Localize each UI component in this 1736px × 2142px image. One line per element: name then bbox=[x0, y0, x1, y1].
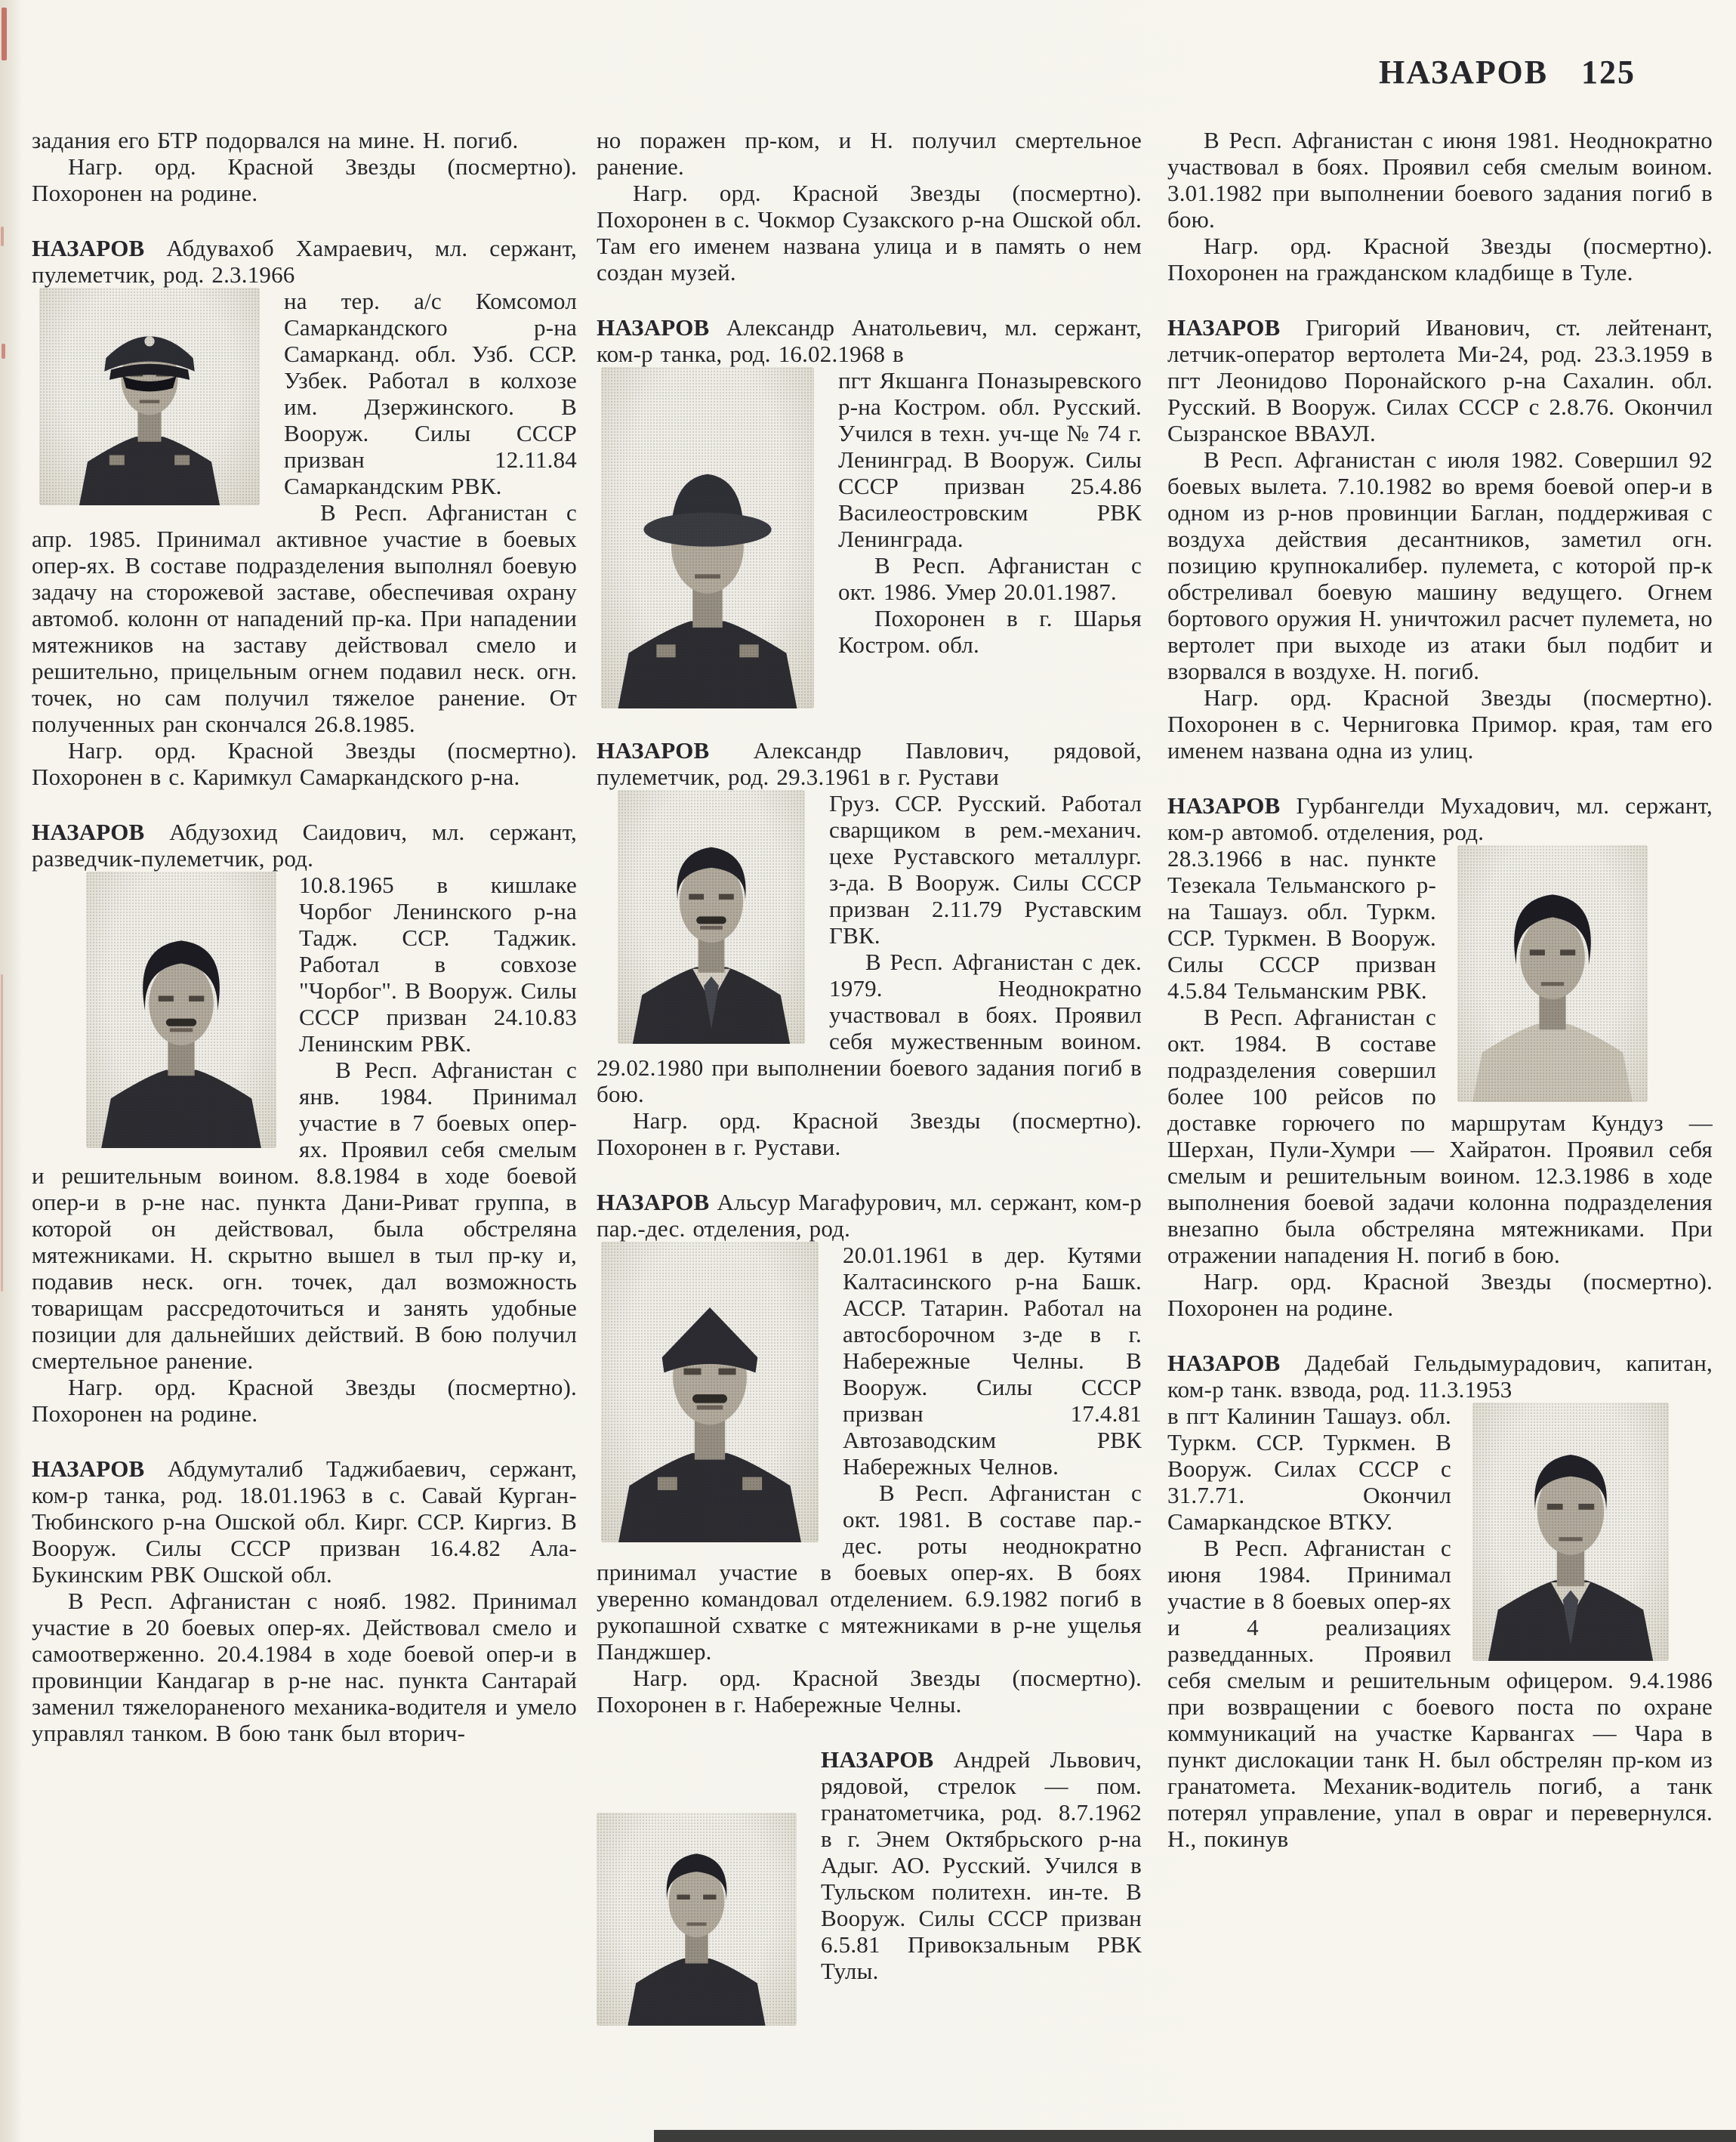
entry-text: пгт Якшанга Поназыревского р-на Костром. обл. Русский. Учился в техн. уч-ще № 74 г. Ленинград. В Вооруж. Силы СССР призван 25.4.86 Василеостровским РВК Ленинграда. bbox=[838, 367, 1142, 552]
paragraph-continuation: задания его БТР подорвался на мине. Н. погиб. bbox=[32, 127, 519, 153]
entry-nazarov-abduvakhob bbox=[32, 235, 577, 790]
entry-text: В Респ. Афганистан с окт. 1986. Умер 20.01.1987. bbox=[838, 552, 1142, 605]
entry-nazarov-aleksandr-anatolevich bbox=[597, 314, 1142, 708]
surname: НАЗАРОВ bbox=[597, 1189, 710, 1215]
entry-text: В Респ. Афганистан с окт. 1984. В составе подразделения совершил более 100 рейсов по доставке горючего по маршрутам Кундуз — Шерхан, Пули-Хумри — Хайратон. Проявил себя смелым и решительным воином. 12.3.1986 в ходе выполнения боевой задачи колонна подразделения внезапно была обстреляна мятежниками. При отражении нападения Н. погиб в бою. bbox=[1167, 1004, 1713, 1268]
scan-bottom-shadow bbox=[654, 2130, 1736, 2142]
entry-heading: НАЗАРОВ Александр Павлович, рядовой, пулеметчик, род. 29.3.1961 в г. Рустави bbox=[597, 737, 1142, 790]
entry-heading: НАЗАРОВ Гурбангелди Мухадович, мл. сержант, ком-р автомоб. отделения, род. bbox=[1167, 792, 1713, 845]
entry-nazarov-abdumutalib bbox=[32, 1455, 577, 1746]
entry-text: Груз. ССР. Русский. Работал сварщиком в рем.-механич. цехе Руставского металлург. з-да. В Вооруж. Силы СССР призван 2.11.79 Руставским ГВК. bbox=[829, 790, 1142, 949]
entry-nazarov-aleksandr-pavlovich bbox=[597, 737, 1142, 1160]
red-edge-mark bbox=[1, 974, 3, 1292]
paragraph-award: Нагр. орд. Красной Звезды (посмертно). Похоронен на родине. bbox=[32, 153, 577, 206]
red-edge-mark bbox=[2, 344, 5, 359]
portrait-photo-dadebay bbox=[1472, 1403, 1669, 1661]
entry-text: 20.01.1961 в дер. Кутями Калтасинского р-на Башк. АССР. Татарин. Работал на автосборочном з-де в г. Набережные Челны. В Вооруж. Силы СССР призван 17.4.81 Автозаводским РВК Набережных Челнов. bbox=[843, 1242, 1142, 1480]
paragraph-award: Нагр. орд. Красной Звезды (посмертно). Похоронен на гражданском кладбище в Туле. bbox=[1167, 233, 1713, 285]
page-number: 125 bbox=[1581, 54, 1636, 91]
entry-heading: НАЗАРОВ Александр Анатольевич, мл. сержант, ком-р танка, род. 16.02.1968 в bbox=[597, 314, 1142, 367]
surname: НАЗАРОВ bbox=[1167, 1350, 1281, 1376]
entry-text: Похоронен в г. Шарья Костром. обл. bbox=[838, 605, 1142, 658]
entry-text: Нагр. орд. Красной Звезды (посмертно). Похоронен в г. Набережные Челны. bbox=[597, 1665, 1142, 1718]
entry-text: 28.3.1966 в нас. пункте Тезекала Тельманского р-на Ташауз. обл. Туркм. ССР. Туркмен. В Вооруж. Силы СССР призван 4.5.84 Тельманским РВК. bbox=[1167, 845, 1436, 1004]
running-head: НАЗАРОВ bbox=[1379, 54, 1549, 91]
column-1 bbox=[32, 127, 577, 1746]
surname: НАЗАРОВ bbox=[32, 1455, 145, 1482]
portrait-photo-aleksandr-anatolevich bbox=[601, 367, 814, 708]
entry-text: Нагр. орд. Красной Звезды (посмертно). Похоронен на родине. bbox=[1167, 1268, 1713, 1321]
entry-text: В Респ. Афганистан с янв. 1984. Принимал участие в 7 боевых опер-ях. Проявил себя смелым и решительным воином. 8.8.1984 в ходе боевой опер-и в р-не нас. пункта Дани-Риват группа, в которой он действовал, была обстреляна мятежниками. Н. скрытно вышел в тыл пр-ку и, подавив неск. огн. точек, дал возможность товарищам рассредоточиться и занять удобные позиции для дальнейших действий. В бою получил смертельное ранение. bbox=[32, 1057, 577, 1374]
entry-heading: НАЗАРОВ Григорий Иванович, ст. лейтенант, летчик-оператор вертолета Ми-24, род. 23.3.1959 в пгт Леонидово Поронайского р-на Сахалин. обл. Русский. В Вооруж. Силах СССР с 2.8.76. Окончил Сызранское ВВАУЛ. bbox=[1167, 314, 1713, 446]
entry-text: В Респ. Афганистан с апр. 1985. Принимал активное участие в боевых опер-ях. В составе подразделения выполнял боевую задачу на сторожевой заставе, обеспечивая охрану автомоб. колонн от нападений пр-ка. При нападении мятежников на заставу действовал смело и решительно, прицельным огнем подавил неск. огн. точек, но сам получил тяжелое ранение. От полученных ран скончался 26.8.1985. bbox=[32, 499, 577, 737]
entry-nazarov-abduzokhid bbox=[32, 819, 577, 1427]
entry-heading: НАЗАРОВ Абдузохид Саидович, мл. сержант, разведчик-пулеметчик, род. bbox=[32, 819, 577, 872]
column-2 bbox=[597, 127, 1142, 2026]
entry-text: В Респ. Афганистан с июля 1982. Совершил 92 боевых вылета. 7.10.1982 во время боевой опер-и в одном из р-нов провинции Баглан, поддерживая с воздуха действия десантников, заметил огн. позицию крупнокалибер. пулемета, с которой пр-к обстреливал боевую машину ведущего. Огнем бортового оружия Н. уничтожил расчет пулемета, но вертолет при выходе из атаки был подбит и взорвался в воздухе. Н. погиб. bbox=[1167, 446, 1713, 684]
portrait-photo-gurbangeldy bbox=[1457, 845, 1648, 1102]
entry-text: на тер. а/с Комсомол Самаркандского р-на Самарканд. обл. Узб. ССР. Узбек. Работал в колхозе им. Дзержинского. В Вооруж. Силы СССР призван 12.11.84 Самаркандским РВК. bbox=[284, 288, 577, 499]
entry-heading: НАЗАРОВ Андрей Львович, рядовой, стрелок — пом. гранатометчика, род. 8.7.1962 в г. Энем Октябрьского р-на Адыг. АО. Русский. Учился в Тульском политехн. ин-те. В Вооруж. Силы СССР призван 6.5.81 Привокзальным РВК Тулы. bbox=[821, 1746, 1142, 1984]
surname: НАЗАРОВ bbox=[32, 819, 145, 845]
portrait-photo-alsur bbox=[601, 1242, 819, 1542]
entry-text: В Респ. Афганистан с окт. 1981. В составе пар.-дес. роты неоднократно принимал участие в боевых опер-ях. В боях уверенно командовал отделением. 6.9.1982 погиб в рукопашной схватке с мятежниками в р-не ущелья Панджшер. bbox=[597, 1480, 1142, 1665]
paragraph-award: Нагр. орд. Красной Звезды (посмертно). Похоронен в с. Чокмор Сузакского р-на Ошской обл. Там его именем названа улица и в память о нем создан музей. bbox=[597, 180, 1142, 285]
page-left-edge bbox=[0, 0, 23, 2142]
red-edge-mark bbox=[2, 8, 7, 60]
entry-text: В Респ. Афганистан с нояб. 1982. Принимал участие в 20 боевых опер-ях. Действовал смело и самоотверженно. 20.4.1984 в ходе боевой опер-и в провинции Кандагар в р-не нас. пункта Сантарай заменил тяжелораненого механика-водителя и умело управлял танком. В бою танк был вторич- bbox=[32, 1588, 577, 1746]
entry-text: Нагр. орд. Красной Звезды (посмертно). Похоронен в с. Черниговка Примор. края, там его именем названа одна из улиц. bbox=[1167, 684, 1713, 764]
surname: НАЗАРОВ bbox=[1167, 792, 1281, 819]
entry-text: В Респ. Афганистан с дек. 1979. Неоднократно участвовал в боях. Проявил себя мужественным воином. 29.02.1980 при выполнении боевого задания погиб в бою. bbox=[597, 949, 1142, 1107]
surname: НАЗАРОВ bbox=[1167, 314, 1281, 341]
entry-nazarov-gurbangeldy bbox=[1167, 792, 1713, 1321]
portrait-photo-abduvakhob bbox=[39, 288, 260, 505]
column-3 bbox=[1167, 127, 1713, 1852]
surname: НАЗАРОВ bbox=[597, 314, 710, 341]
entry-heading: НАЗАРОВ Абдумуталиб Таджибаевич, сержант, ком-р танка, род. 18.01.1963 в с. Савай Курган-Тюбинского р-на Ошской обл. Кирг. ССР. Киргиз. В Вооруж. Силы СССР призван 16.4.82 Ала-Букинским РВК Ошской обл. bbox=[32, 1455, 577, 1588]
portrait-photo-aleksandr-pavlovich bbox=[618, 790, 805, 1044]
page-header bbox=[1167, 53, 1713, 98]
paragraph-continuation: но поражен пр-ком, и Н. получил смертельное ранение. bbox=[597, 127, 1142, 180]
entry-text: В Респ. Афганистан с июня 1984. Принимал участие в 8 боевых опер-ях и 4 реализациях разведданных. Проявил себя смелым и решительным офицером. 9.4.1986 при возвращении с боевого поста по охране коммуникаций на участке Карвангах — Чара в пункт дислокации танк Н. был обстрелян пр-ком из гранатомета. Механик-водитель погиб, а танк потерял управление, упал в овраг и перевернулся. Н., покинув bbox=[1167, 1535, 1713, 1852]
entry-nazarov-andrey bbox=[597, 1746, 1142, 2026]
entry-heading: НАЗАРОВ Абдувахоб Хамраевич, мл. сержант, пулеметчик, род. 2.3.1966 bbox=[32, 235, 577, 288]
surname: НАЗАРОВ bbox=[597, 737, 710, 764]
entry-heading: НАЗАРОВ Дадебай Гельдымурадович, капитан, ком-р танк. взвода, род. 11.3.1953 bbox=[1167, 1350, 1713, 1403]
entry-nazarov-alsur bbox=[597, 1189, 1142, 1718]
portrait-photo-abduzokhid bbox=[86, 872, 276, 1148]
entry-heading: НАЗАРОВ Альсур Магафурович, мл. сержант, ком-р пар.-дес. отделения, род. bbox=[597, 1189, 1142, 1242]
entry-text: Нагр. орд. Красной Звезды (посмертно). Похоронен в с. Каримкул Самаркандского р-на. bbox=[32, 737, 577, 790]
paragraph-continuation: В Респ. Афганистан с июня 1981. Неоднократно участвовал в боях. Проявил себя смелым воином. 3.01.1982 при выполнении боевого задания погиб в бою. bbox=[1167, 127, 1713, 233]
red-edge-mark bbox=[1, 227, 4, 246]
portrait-photo-andrey bbox=[597, 1813, 797, 2026]
entry-nazarov-grigoriy bbox=[1167, 314, 1713, 764]
entry-text: 10.8.1965 в кишлаке Чорбог Ленинского р-на Тадж. ССР. Таджик. Работал в совхозе "Чорбог". В Вооруж. Силы СССР призван 24.10.83 Ленинским РВК. bbox=[299, 872, 577, 1057]
entry-text: в пгт Калинин Ташауз. обл. Туркм. ССР. Туркмен. В Вооруж. Силах СССР с 31.7.71. Окончил Самаркандское ВТКУ. bbox=[1167, 1403, 1451, 1535]
entry-nazarov-dadebay bbox=[1167, 1350, 1713, 1852]
entry-text: Нагр. орд. Красной Звезды (посмертно). Похоронен на родине. bbox=[32, 1374, 577, 1427]
surname: НАЗАРОВ bbox=[821, 1746, 934, 1773]
entry-text: Нагр. орд. Красной Звезды (посмертно). Похоронен в г. Рустави. bbox=[597, 1107, 1142, 1160]
surname: НАЗАРОВ bbox=[32, 235, 145, 261]
